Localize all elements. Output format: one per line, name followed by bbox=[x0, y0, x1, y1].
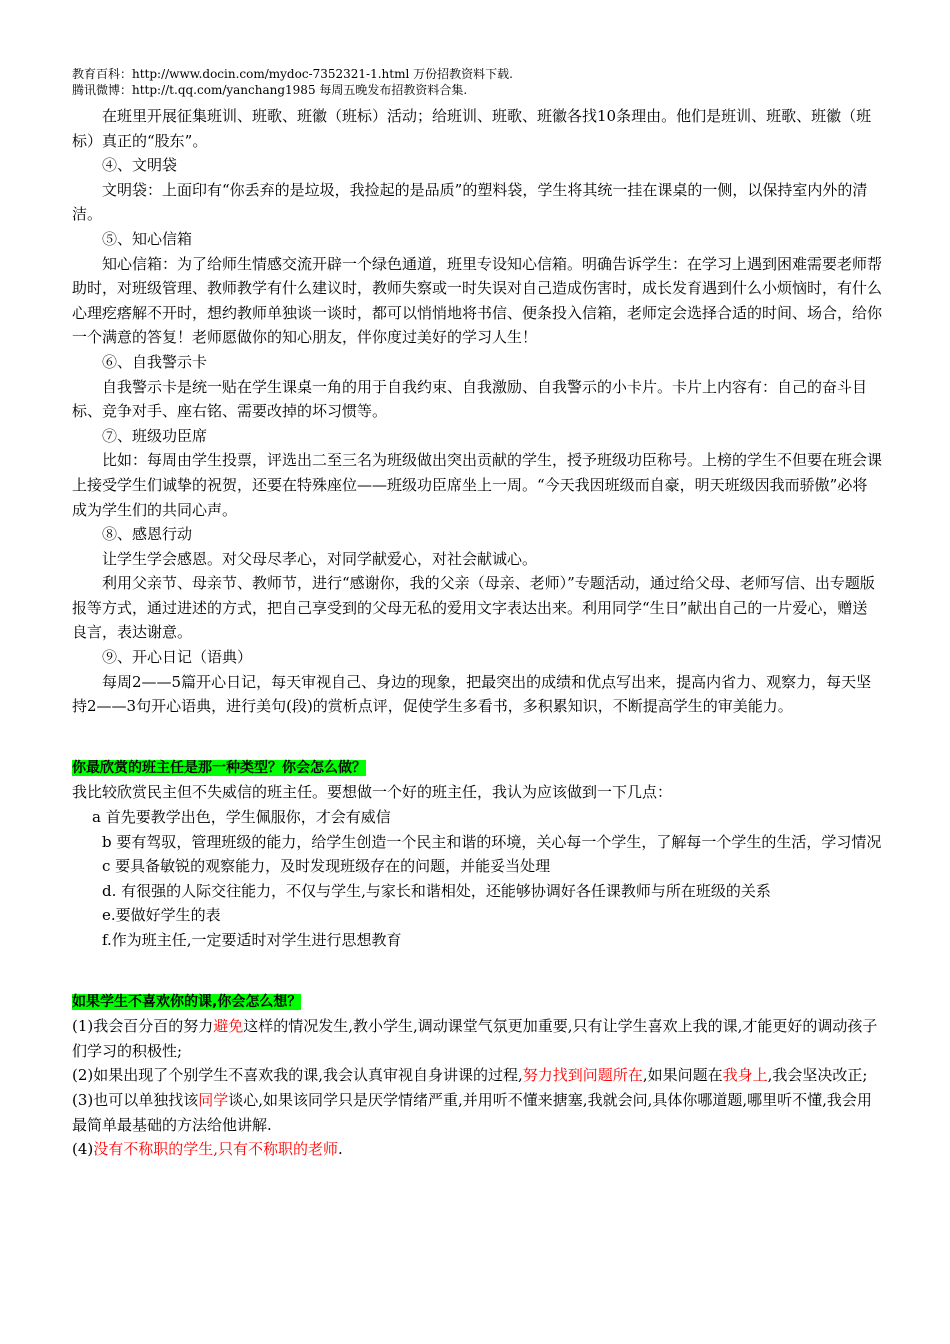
section2-point-f: f.作为班主任,一定要适时对学生进行思想教育 bbox=[102, 931, 402, 949]
section1-intro: 在班里开展征集班训、班歌、班徽（班标）活动；给班训、班歌、班徽各找10条理由。他们是班训、班歌、班徽（班标）真正的“股东”。 bbox=[72, 107, 872, 150]
highlight-red: 我身上 bbox=[722, 1066, 768, 1085]
header-line-docin: 教育百科：http://www.docin.com/mydoc-7352321-1.html 万份招教资料下载. bbox=[72, 67, 513, 81]
section2-heading-text: 你最欣赏的班主任是那一种类型？你会怎么做？ bbox=[72, 759, 366, 776]
section3-heading bbox=[72, 989, 882, 1015]
item-title-4: ④、文明袋 bbox=[102, 156, 178, 175]
highlight-red: 没有不称职的学生,只有不称职的老师 bbox=[93, 1140, 339, 1159]
document-header bbox=[72, 66, 882, 98]
header-line-weibo: 腾讯微博：http://t.qq.com/yanchang1985 每周五晚发布招教资料合集. bbox=[72, 83, 468, 97]
highlight-red: 努力找到问题所在 bbox=[522, 1066, 643, 1085]
item-body-7: 比如：每周由学生投票，评选出二至三名为班级做出突出贡献的学生，授予班级功臣称号。上榜的学生不但要在班会课上接受学生们诚挚的祝贺，还要在特殊座位——班级功臣席坐上一周。“今天我因班级而自豪，明天班级因我而骄傲”必将成为学生们的共同心声。 bbox=[72, 451, 883, 519]
item-title-6: ⑥、自我警示卡 bbox=[102, 352, 208, 371]
section3-answer-4 bbox=[72, 1137, 882, 1162]
item-body-8b: 利用父亲节、母亲节、教师节，进行“感谢你，我的父亲（母亲、老师）”专题活动，通过给父母、老师写信、出专题版报等方式，通过进述的方式，把自己享受到的父母无私的爱用文字表达出来。利用同学“生日”献出自己的一片爱心，赠送良言，表达谢意。 bbox=[72, 574, 875, 642]
section3-heading-text: 如果学生不喜欢你的课,你会怎么想？ bbox=[72, 993, 302, 1010]
item-body-6: 自我警示卡是统一贴在学生课桌一角的用于自我约束、自我激励、自我警示的小卡片。卡片上内容有：自己的奋斗目标、竞争对手、座右铭、需要改掉的坏习惯等。 bbox=[72, 377, 868, 421]
text-run: 这样的情况发生,教小学生,调动课堂气氛更加重要,只有让学生喜欢上我的课,才能更好的调动孩子们学习的积极性; bbox=[72, 1017, 878, 1060]
document-page bbox=[72, 66, 882, 1162]
spacer bbox=[72, 953, 882, 989]
text-run: (4) bbox=[72, 1140, 94, 1159]
item-body-8: 让学生学会感恩。对父母尽孝心，对同学献爱心，对社会献诚心。 bbox=[102, 549, 538, 568]
item-body-4: 文明袋：上面印有“你丢弃的是垃圾，我捡起的是品质”的塑料袋，学生将其统一挂在课桌的一侧，以保持室内外的清洁。 bbox=[72, 180, 868, 224]
item-title-7: ⑦、班级功臣席 bbox=[102, 426, 208, 445]
section3-answer-3 bbox=[72, 1088, 882, 1137]
section2-heading bbox=[72, 755, 882, 781]
highlight-red: 同学 bbox=[198, 1090, 229, 1109]
text-run: (2)如果出现了个别学生不喜欢我的课,我会认真审视自身讲课的过程, bbox=[72, 1066, 523, 1085]
spacer bbox=[72, 719, 882, 755]
item-title-5: ⑤、知心信箱 bbox=[102, 229, 193, 248]
text-run: 谈心,如果该同学只是厌学情绪严重,并用听不懂来搪塞,我就会问,具体你哪道题,哪里听不懂,我会用最简单最基础的方法给他讲解. bbox=[72, 1090, 872, 1134]
text-run: ,如果问题在 bbox=[642, 1066, 723, 1085]
item-body-9: 每周2——5篇开心日记，每天审视自己、身边的现象，把最突出的成绩和优点写出来，提高内省力、观察力，每天坚持2——3句开心语典，进行美句(段)的赏析点评，促使学生多看书，多积累知识，不断提高学生的审美能力。 bbox=[72, 672, 872, 716]
item-title-8: ⑧、感恩行动 bbox=[102, 525, 193, 544]
section2-intro: 我比较欣赏民主但不失威信的班主任。要想做一个好的班主任，我认为应该做到一下几点： bbox=[72, 783, 673, 802]
highlight-red: 避免 bbox=[213, 1017, 244, 1036]
section3-answer-1 bbox=[72, 1014, 882, 1063]
section2-point-d: d. 有很强的人际交往能力，不仅与学生,与家长和谐相处，还能够协调好各任课教师与所在班级的关系 bbox=[102, 881, 771, 900]
section2-point-b: b 要有驾驭，管理班级的能力，给学生创造一个民主和谐的环境，关心每一个学生，了解每一个学生的生活，学习情况 bbox=[102, 832, 882, 851]
section2-point-c: c 要具备敏锐的观察能力，及时发现班级存在的问题，并能妥当处理 bbox=[102, 857, 551, 876]
text-run: . bbox=[338, 1140, 343, 1159]
text-run: ,我会坚决改正; bbox=[767, 1066, 868, 1085]
section3-answer-2 bbox=[72, 1063, 882, 1088]
text-run: (3)也可以单独找该 bbox=[72, 1090, 199, 1109]
text-run: (1)我会百分百的努力 bbox=[72, 1017, 214, 1036]
item-body-5: 知心信箱：为了给师生情感交流开辟一个绿色通道，班里专设知心信箱。明确告诉学生：在学习上遇到困难需要老师帮助时，对班级管理、教师教学有什么建议时，教师失察或一时失误对自己造成伤害时，成长发育遇到什么小烦恼时，有什么心理疙瘩解不开时，想约教师单独谈一谈时，都可以悄悄地将书信、便条投入信箱，老师定会选择合适的时间、场合，给你一个满意的答复！老师愿做你的知心朋友，伴你度过美好的学习人生！ bbox=[72, 254, 883, 347]
section2-point-a: a 首先要教学出色，学生佩服你，才会有威信 bbox=[92, 808, 391, 827]
item-title-9: ⑨、开心日记（语典） bbox=[102, 648, 253, 667]
section2-point-e: e.要做好学生的表 bbox=[102, 906, 221, 925]
